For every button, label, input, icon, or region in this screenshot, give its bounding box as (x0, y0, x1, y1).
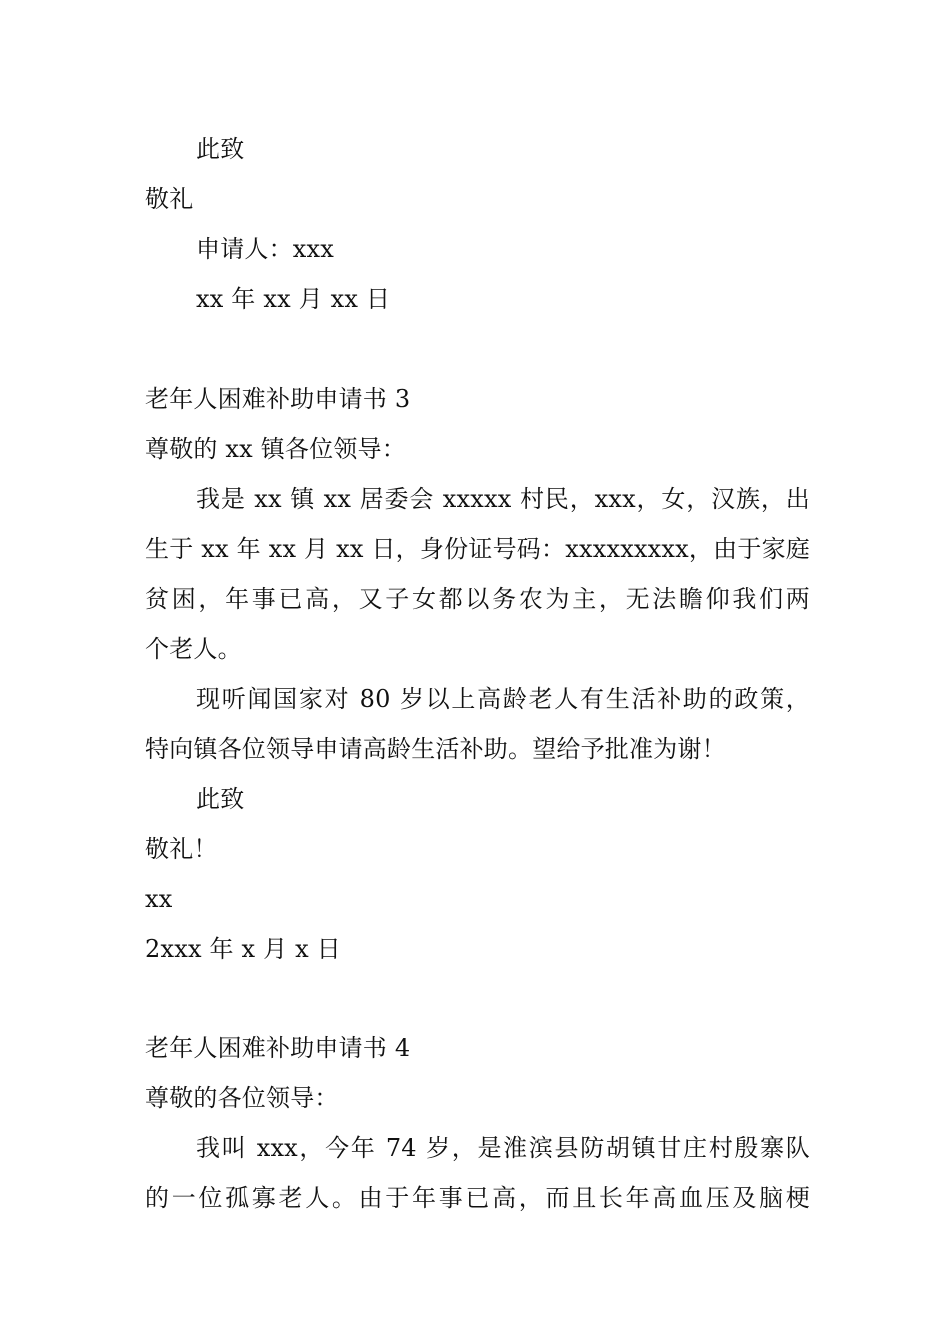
closing-respect: 敬礼 (145, 185, 194, 213)
paragraph-line: 个老人。 (145, 635, 242, 663)
date-line: 2xxx 年 x 月 x 日 (145, 935, 341, 963)
closing-salutation: 此致 (196, 785, 245, 813)
paragraph-line: 现听闻国家对 80 岁以上高龄老人有生活补助的政策， (196, 685, 810, 713)
greeting: 尊敬的 xx 镇各位领导： (145, 435, 406, 463)
signer-line: xx (145, 885, 173, 913)
paragraph-line: 我是 xx 镇 xx 居委会 xxxxx 村民，xxx，女，汉族，出 (196, 485, 810, 513)
paragraph-line: 贫困，年事已高，又子女都以务农为主，无法瞻仰我们两 (145, 585, 810, 613)
section-title: 老年人困难补助申请书 4 (145, 1034, 411, 1062)
paragraph-line: 的一位孤寡老人。由于年事已高，而且长年高血压及脑梗 (145, 1184, 810, 1212)
section-title: 老年人困难补助申请书 3 (145, 385, 411, 413)
closing-salutation: 此致 (196, 135, 245, 163)
closing-respect: 敬礼！ (145, 835, 218, 863)
greeting: 尊敬的各位领导： (145, 1084, 339, 1112)
applicant-line: 申请人：xxx (196, 235, 335, 263)
paragraph-line: 我叫 xxx，今年 74 岁，是淮滨县防胡镇甘庄村殷寨队 (196, 1134, 810, 1162)
paragraph-line: 生于 xx 年 xx 月 xx 日，身份证号码：xxxxxxxxx，由于家庭 (145, 535, 810, 563)
paragraph-line: 特向镇各位领导申请高龄生活补助。望给予批准为谢！ (145, 735, 726, 763)
date-line: xx 年 xx 月 xx 日 (196, 285, 391, 313)
